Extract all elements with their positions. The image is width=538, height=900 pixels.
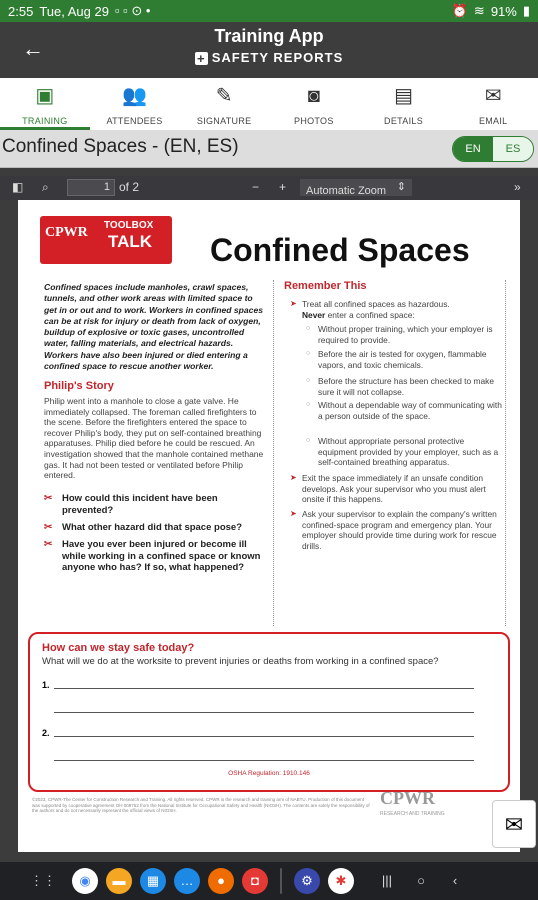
chevron-down-icon: ⇕ [396, 181, 406, 193]
home-button[interactable]: ○ [417, 873, 425, 888]
sub-item: ○ Before the structure has been checked to make sure it will not collapse. [318, 376, 502, 397]
email-icon: ✉ [484, 85, 502, 107]
email-at-icon: ✉ [504, 812, 524, 837]
osha-reference: OSHA Regulation: 1910.146 [228, 770, 310, 777]
calendar-icon[interactable]: ▦ [140, 868, 166, 894]
settings-icon[interactable]: ⚙ [294, 868, 320, 894]
answer-number-2: 2. [42, 728, 50, 738]
remember-text: enter a confined space: [327, 309, 415, 320]
logo-toolbox: TOOLBOX [104, 220, 154, 231]
document-title-bar [0, 130, 538, 168]
battery-icon: ▮ [522, 3, 530, 18]
zoom-out-button[interactable]: − [252, 180, 260, 194]
details-icon: ▤ [394, 85, 413, 107]
tab-bar [0, 78, 538, 130]
remember-item: ➤ Ask your supervisor to explain the company's written confined-space program and emergency plan. Your employer should provide time during work for rescue drills. [302, 509, 502, 551]
remember-heading: Remember This [284, 280, 367, 292]
contacts-icon[interactable]: ● [208, 868, 234, 894]
tab-label: TRAINING [22, 116, 68, 126]
story-heading: Philip's Story [44, 380, 114, 392]
remember-item: ➤ Exit the space immediately if an unsafe condition develops. Ask your supervisor who you must alert onsite if this happens. [302, 473, 502, 505]
messages-icon[interactable]: … [174, 868, 200, 894]
battery-level: 91% [490, 3, 517, 19]
lang-es-button[interactable]: ES [493, 137, 533, 161]
answer-line[interactable] [54, 760, 474, 761]
sub-item: ○ Without proper training, which your employer is required to provide. [318, 324, 502, 345]
taskbar-divider [280, 868, 282, 894]
tab-training[interactable] [0, 78, 90, 130]
tab-details[interactable] [359, 78, 449, 130]
safe-question: What will we do at the worksite to prevent injuries or deaths from working in a confined space? [42, 656, 439, 667]
tools-menu-icon[interactable]: » [514, 180, 521, 194]
signature-icon: ✎ [215, 85, 233, 107]
never-text: Never [302, 309, 326, 320]
answer-line[interactable] [54, 712, 474, 713]
sidebar-toggle-icon[interactable]: ◧ [12, 180, 24, 194]
chrome-icon[interactable]: ◉ [72, 868, 98, 894]
recents-button[interactable]: ||| [381, 873, 393, 888]
back-arrow-icon[interactable]: ← [22, 36, 44, 61]
android-taskbar [0, 862, 538, 900]
tab-label: ATTENDEES [106, 116, 163, 126]
camera-app-icon[interactable]: ◘ [242, 868, 268, 894]
tab-attendees[interactable] [90, 78, 180, 130]
notification-icons: ▫ ▫ ⊙ • [114, 3, 151, 18]
search-icon[interactable]: ⌕ [42, 180, 49, 194]
language-toggle[interactable] [452, 136, 534, 162]
document-title: Confined Spaces - (EN, ES) [2, 136, 239, 157]
footer-text: ©2023, CPWR-The Center for Construction Research and Training. All rights reserved. CPWR is the research and training arm of NABTU. Production of this document was supported by cooperative agreement OH 009762 from the National Institute for Occupational Safety and Health (NIOSH). The contents are solely the responsibility of the authors and do not necessarily represent the official views of NIOSH. [32, 797, 370, 813]
question-1: ✂ How could this incident have been prevented? [44, 493, 264, 516]
app-bar [0, 22, 538, 78]
files-icon[interactable]: ▬ [106, 868, 132, 894]
answer-line[interactable] [54, 688, 474, 689]
back-button[interactable]: ‹ [452, 873, 458, 888]
cpwr-tagline: RESEARCH AND TRAINING [380, 811, 445, 817]
sub-item: ○ Without appropriate personal protective equipment provided by your employer, such as a self-contained breathing apparatus. [318, 436, 502, 468]
answer-number-1: 1. [42, 680, 50, 690]
app-subtitle [0, 50, 538, 65]
plus-icon: + [195, 52, 208, 65]
pdf-toolbar [0, 176, 538, 200]
cpwr-footer-logo [380, 788, 490, 828]
question-2: ✂ What other hazard did that space pose? [44, 522, 264, 534]
zoom-value: Automatic Zoom [306, 185, 387, 197]
story-text: Philip went into a manhole to close a gate valve. He immediately collapsed. The foreman called firefighters to the scene. Before the firefighters entered the space to recover Philip's body, they put on self-contained breathing apparatuses. Philip died before he could be rescued. An investigation showed that the manhole contained methane gas. It had not been tested or ventilated before Philip entered. [44, 396, 264, 481]
clock: 2:55 [8, 3, 34, 19]
sub-item: ○ Before the air is tested for oxygen, flammable vapors, and toxic chemicals. [318, 349, 502, 370]
pdf-page [18, 200, 520, 852]
slack-icon[interactable]: ✱ [328, 868, 354, 894]
zoom-select[interactable] [300, 179, 412, 196]
tab-label: EMAIL [478, 116, 508, 126]
question-3: ✂ Have you ever been injured or become ill while working in a confined space or known anyone who has? If so, what happened? [44, 539, 264, 574]
training-icon: ▣ [35, 85, 55, 107]
safe-heading: How can we stay safe today? [42, 642, 195, 654]
app-title: Training App [214, 26, 324, 46]
remember-item [302, 299, 502, 320]
page-number-input[interactable]: 1 [67, 179, 115, 196]
tab-label: PHOTOS [294, 116, 334, 126]
tab-email[interactable] [448, 78, 538, 130]
camera-icon: ◙ [307, 85, 320, 107]
wifi-icon: ≋ [473, 3, 485, 18]
logo-talk: TALK [108, 232, 153, 251]
page-count: of 2 [119, 180, 140, 194]
logo-cpwr: CPWR [45, 225, 88, 240]
app-subtitle-text: SAFETY REPORTS [211, 50, 344, 65]
cpwr-wordmark: CPWR [380, 788, 435, 808]
intro-text: Confined spaces include manholes, crawl spaces, tunnels, and other work areas with limited space to get in or out and to work. Workers in confined spaces can be at risk for injury or death from lack of oxygen, buildup of explosive or toxic gases, uncontrolled water, falling materials, and electrical hazards. Workers have also been injured or died entering a confined space to rescue another worker. [44, 282, 264, 372]
cpwr-toolbox-logo [40, 216, 172, 264]
tab-photos[interactable] [269, 78, 359, 130]
lang-en-button[interactable]: EN [453, 137, 493, 161]
safe-today-box [28, 632, 510, 792]
page-heading: Confined Spaces [210, 232, 470, 268]
people-icon: 👥 [122, 85, 147, 107]
tab-label: SIGNATURE [196, 116, 252, 126]
zoom-in-button[interactable]: + [279, 180, 287, 194]
app-drawer-icon[interactable]: ⋮⋮ [30, 873, 56, 888]
sub-item: ○ Without a dependable way of communicating with a person outside of the space. [318, 400, 502, 421]
status-bar [0, 0, 538, 22]
date: Tue, Aug 29 [39, 3, 109, 19]
answer-line[interactable] [54, 736, 474, 737]
tab-signature[interactable] [179, 78, 269, 130]
tab-label: DETAILS [384, 116, 423, 126]
email-fab[interactable] [492, 800, 536, 848]
alarm-icon: ⏰ [451, 3, 468, 18]
remember-text: Treat all confined spaces as hazardous. [302, 299, 450, 309]
